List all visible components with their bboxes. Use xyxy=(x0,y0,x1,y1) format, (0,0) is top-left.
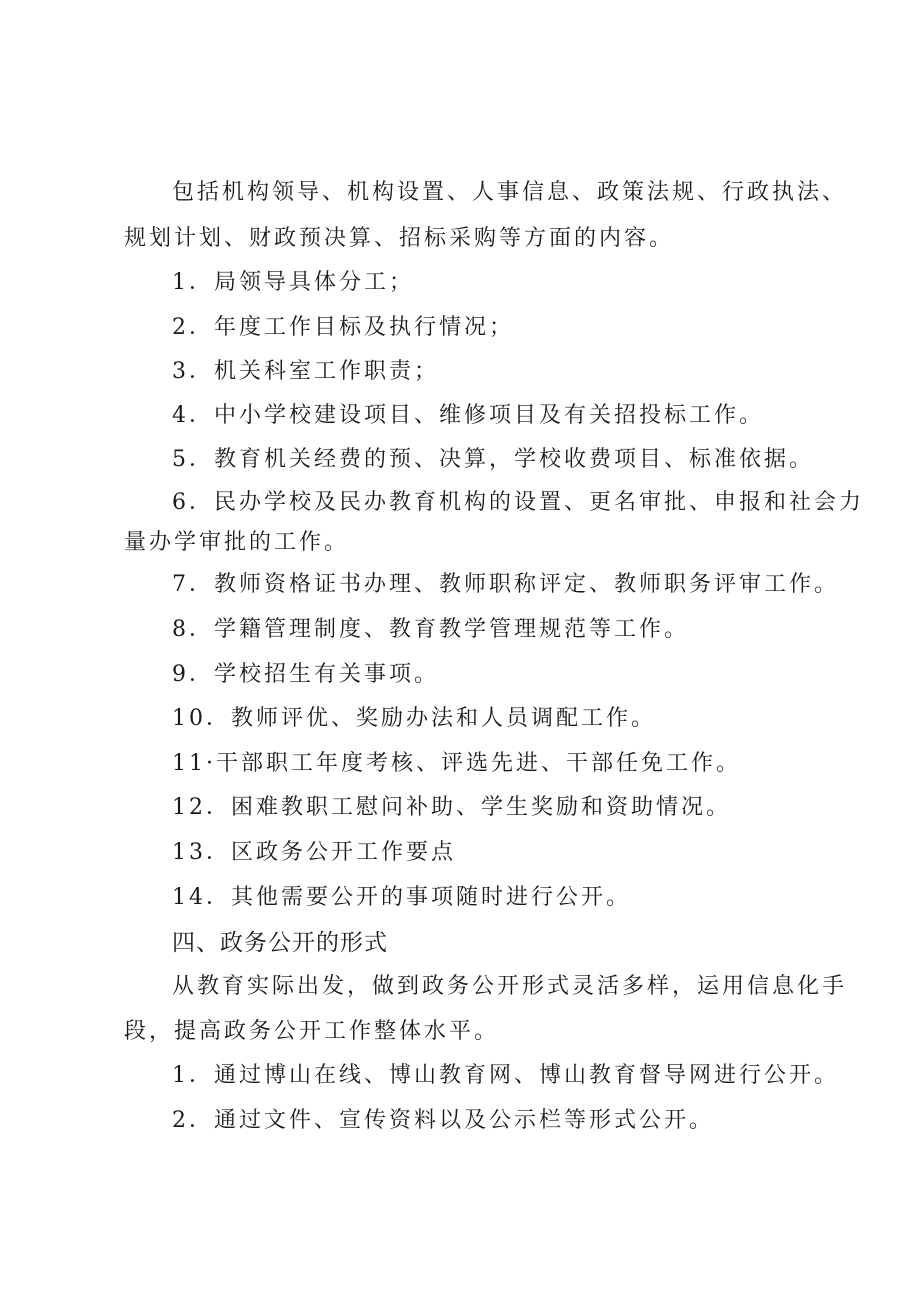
list-item-10: 10．教师评优、奖励办法和人员调配工作。 xyxy=(172,706,656,731)
section-paragraph-line-2: 段，提高政务公开工作整体水平。 xyxy=(124,1019,500,1044)
section-heading: 四、政务公开的形式 xyxy=(172,930,388,956)
list-item-5: 5．教育机关经费的预、决算，学校收费项目、标准依据。 xyxy=(172,447,814,472)
list-item-3: 3．机关科室工作职责； xyxy=(172,359,439,384)
list-item-1: 1．局领导具体分工； xyxy=(172,270,414,295)
section-list-item-1: 1．通过博山在线、博山教育网、博山教育督导网进行公开。 xyxy=(172,1063,839,1088)
list-item-8: 8．学籍管理制度、教育教学管理规范等工作。 xyxy=(172,617,689,642)
intro-line-2: 规划计划、财政预决算、招标采购等方面的内容。 xyxy=(124,226,675,251)
intro-line-1: 包括机构领导、机构设置、人事信息、政策法规、行政执法、 xyxy=(172,180,848,205)
list-item-9: 9．学校招生有关事项。 xyxy=(172,662,439,687)
list-item-4: 4．中小学校建设项目、维修项目及有关招投标工作。 xyxy=(172,403,764,428)
section-paragraph-line-1: 从教育实际出发，做到政务公开形式灵活多样，运用信息化手 xyxy=(172,974,848,999)
section-list-item-2: 2．通过文件、宣传资料以及公示栏等形式公开。 xyxy=(172,1108,714,1133)
list-item-13: 13．区政务公开工作要点 xyxy=(172,840,456,865)
list-item-11: 11·干部职工年度考核、评选先进、干部任免工作。 xyxy=(172,751,741,776)
list-item-2: 2．年度工作目标及执行情况； xyxy=(172,315,514,340)
list-item-14: 14．其他需要公开的事项随时进行公开。 xyxy=(172,885,631,910)
list-item-6: 6．民办学校及民办教育机构的设置、更名审批、申报和社会力 xyxy=(172,490,864,515)
list-item-6-continued: 量办学审批的工作。 xyxy=(124,530,350,555)
list-item-12: 12．困难教职工慰问补助、学生奖励和资助情况。 xyxy=(172,795,731,820)
list-item-7: 7．教师资格证书办理、教师职称评定、教师职务评审工作。 xyxy=(172,572,839,597)
